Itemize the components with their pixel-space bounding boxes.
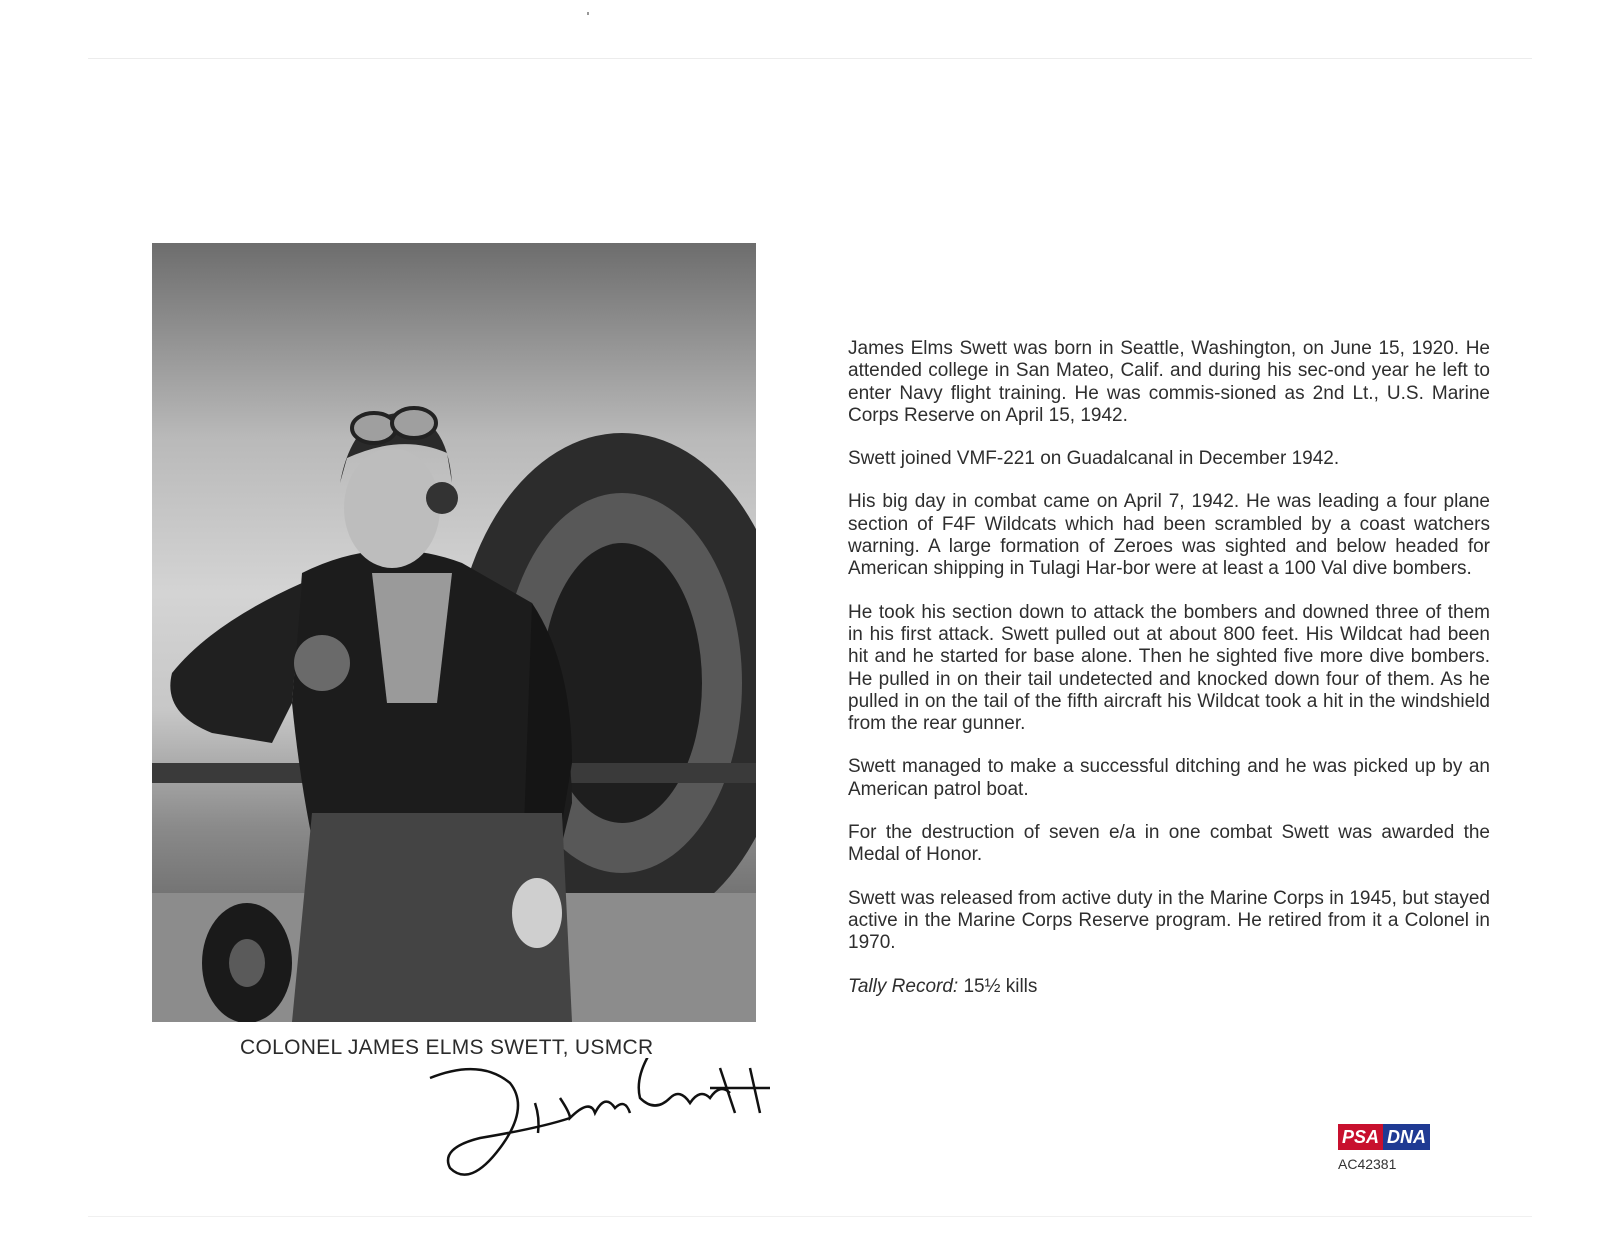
bottom-divider xyxy=(88,1216,1532,1217)
bio-paragraph: James Elms Swett was born in Seattle, Washington, on June 15, 1920. He attended college in San Mateo, Calif. and during his sec-ond year he left to enter Navy flight training. He was commis-sioned as 2nd Lt., U.S. Marine Corps Reserve on April 15, 1942. xyxy=(848,338,1490,426)
pilot-portrait-photo-icon xyxy=(152,243,756,1022)
top-divider xyxy=(88,58,1532,59)
paper-speck xyxy=(587,12,589,15)
biography xyxy=(848,338,1490,1019)
tally-value: 15½ kills xyxy=(963,975,1038,997)
bio-paragraph: Swett managed to make a successful ditching and he was picked up by an American patrol boat. xyxy=(848,756,1490,800)
auth-logo-right: DNA xyxy=(1383,1124,1430,1150)
tally-label: Tally Record: xyxy=(848,975,959,997)
signature-icon xyxy=(420,1058,800,1198)
authentication-logo xyxy=(1338,1124,1430,1150)
auth-logo-left: PSA xyxy=(1338,1124,1383,1150)
bio-paragraph: Swett joined VMF-221 on Guadalcanal in December 1942. xyxy=(848,448,1340,470)
certificate-number: AC42381 xyxy=(1338,1156,1397,1172)
bio-paragraph: For the destruction of seven e/a in one combat Swett was awarded the Medal of Honor. xyxy=(848,822,1490,866)
bio-paragraph: Swett was released from active duty in the Marine Corps in 1945, but stayed active in the Marine Corps Reserve program. He retired from it a Colonel in 1970. xyxy=(848,887,1490,954)
bio-paragraph: His big day in combat came on April 7, 1942. He was leading a four plane section of F4F Wildcats which had been scrambled by a coast watchers warning. A large formation of Zeroes was sighted and below headed for American shipping in Tulagi Har-bor were at least a 100 Val dive bombers. xyxy=(848,491,1490,580)
bio-paragraph: He took his section down to attack the bombers and downed three of them in his first attack. Swett pulled out at about 800 feet. His Wildcat had been hit and he started for base alone. Then he sighted five more dive bombers. He pulled in on their tail undetected and knocked down four of them. As he pulled in on the tail of the fifth aircraft his Wildcat took a hit in the windshield from the rear gunner. xyxy=(848,601,1490,735)
photo-caption: COLONEL JAMES ELMS SWETT, USMCR xyxy=(240,1036,654,1059)
pilot-photo xyxy=(152,243,756,1022)
tally-record xyxy=(848,976,1490,998)
